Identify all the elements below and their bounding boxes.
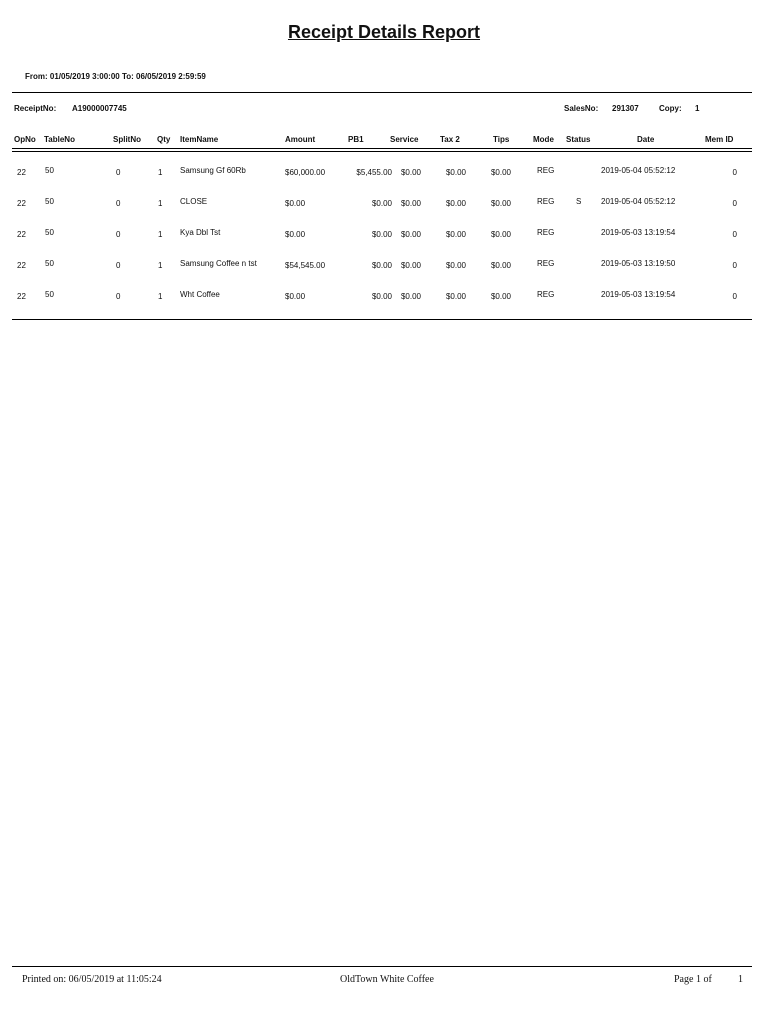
cell-tips: $0.00 — [490, 199, 511, 208]
cell-amount: $0.00 — [285, 292, 306, 301]
column-header-tips: Tips — [493, 135, 510, 144]
column-header-amount: Amount — [285, 135, 316, 144]
table-row — [0, 284, 768, 315]
cell-mem-id: 0 — [732, 292, 737, 301]
table-row — [0, 160, 768, 191]
cell-pb1: $0.00 — [371, 292, 392, 301]
header-rule — [12, 148, 752, 149]
cell-tax-2: $0.00 — [445, 168, 466, 177]
cell-date: 2019-05-04 05:52:12 — [601, 197, 676, 206]
cell-tableno: 50 — [45, 259, 54, 268]
printed-on: Printed on: 06/05/2019 at 11:05:24 — [22, 974, 162, 985]
copy-value: 1 — [695, 104, 700, 113]
column-header-opno: OpNo — [14, 135, 36, 144]
cell-date: 2019-05-03 13:19:54 — [601, 228, 676, 237]
cell-mode: REG — [537, 259, 555, 268]
cell-mem-id: 0 — [732, 168, 737, 177]
copy-label: Copy: — [659, 104, 682, 113]
column-header-date: Date — [637, 135, 655, 144]
cell-splitno: 0 — [116, 261, 121, 270]
table-row — [0, 253, 768, 284]
cell-tax-2: $0.00 — [445, 261, 466, 270]
cell-mode: REG — [537, 197, 555, 206]
column-header-qty: Qty — [157, 135, 171, 144]
table-row — [0, 222, 768, 253]
cell-pb1: $0.00 — [371, 199, 392, 208]
bottom-divider — [12, 319, 752, 320]
cell-itemname: Kya Dbl Tst — [180, 228, 221, 237]
cell-mem-id: 0 — [732, 230, 737, 239]
cell-qty: 1 — [158, 292, 163, 301]
column-header-mode: Mode — [533, 135, 554, 144]
cell-tips: $0.00 — [490, 292, 511, 301]
cell-tax-2: $0.00 — [445, 292, 466, 301]
receipt-no-value: A19000007745 — [72, 104, 127, 113]
cell-itemname: CLOSE — [180, 197, 208, 206]
cell-pb1: $0.00 — [371, 261, 392, 270]
column-header-tableno: TableNo — [44, 135, 75, 144]
cell-splitno: 0 — [116, 199, 121, 208]
header-rule — [12, 151, 752, 152]
cell-amount: $0.00 — [285, 230, 306, 239]
column-header-tax-2: Tax 2 — [440, 135, 460, 144]
cell-splitno: 0 — [116, 230, 121, 239]
cell-status: S — [576, 197, 582, 206]
column-header-mem-id: Mem ID — [705, 135, 734, 144]
cell-service: $0.00 — [400, 292, 421, 301]
footer-rule — [12, 966, 752, 967]
cell-mem-id: 0 — [732, 199, 737, 208]
cell-date: 2019-05-03 13:19:54 — [601, 290, 676, 299]
cell-service: $0.00 — [400, 230, 421, 239]
sales-no-value: 291307 — [612, 104, 639, 113]
column-header-itemname: ItemName — [180, 135, 219, 144]
sales-no-label: SalesNo: — [564, 104, 599, 113]
cell-opno: 22 — [17, 168, 26, 177]
column-header-pb1: PB1 — [348, 135, 364, 144]
cell-pb1: $0.00 — [371, 230, 392, 239]
cell-opno: 22 — [17, 261, 26, 270]
report-title: Receipt Details Report — [287, 22, 481, 42]
cell-amount: $60,000.00 — [285, 168, 326, 177]
column-header-splitno: SplitNo — [113, 135, 141, 144]
cell-tips: $0.00 — [490, 261, 511, 270]
cell-tableno: 50 — [45, 197, 54, 206]
column-header-status: Status — [566, 135, 591, 144]
cell-splitno: 0 — [116, 292, 121, 301]
cell-service: $0.00 — [400, 168, 421, 177]
cell-opno: 22 — [17, 230, 26, 239]
cell-mode: REG — [537, 228, 555, 237]
cell-mode: REG — [537, 166, 555, 175]
cell-tips: $0.00 — [490, 230, 511, 239]
cell-tableno: 50 — [45, 228, 54, 237]
table-row — [0, 191, 768, 222]
page-total: 1 — [738, 974, 743, 985]
cell-opno: 22 — [17, 292, 26, 301]
cell-date: 2019-05-04 05:52:12 — [601, 166, 676, 175]
cell-opno: 22 — [17, 199, 26, 208]
top-divider — [12, 92, 752, 93]
cell-service: $0.00 — [400, 261, 421, 270]
company-name: OldTown White Coffee — [340, 974, 434, 985]
cell-service: $0.00 — [400, 199, 421, 208]
date-range: From: 01/05/2019 3:00:00 To: 06/05/2019 2:59:59 — [25, 72, 206, 81]
cell-tableno: 50 — [45, 290, 54, 299]
cell-tips: $0.00 — [490, 168, 511, 177]
cell-tax-2: $0.00 — [445, 199, 466, 208]
cell-itemname: Wht Coffee — [180, 290, 220, 299]
cell-mem-id: 0 — [732, 261, 737, 270]
cell-pb1: $5,455.00 — [356, 168, 392, 177]
cell-tableno: 50 — [45, 166, 54, 175]
cell-date: 2019-05-03 13:19:50 — [601, 259, 676, 268]
cell-amount: $54,545.00 — [285, 261, 326, 270]
cell-itemname: Samsung Gf 60Rb — [180, 166, 246, 175]
cell-qty: 1 — [158, 199, 163, 208]
cell-splitno: 0 — [116, 168, 121, 177]
cell-qty: 1 — [158, 261, 163, 270]
cell-qty: 1 — [158, 168, 163, 177]
page-label: Page 1 of — [674, 974, 712, 985]
cell-itemname: Samsung Coffee n tst — [180, 259, 257, 268]
cell-qty: 1 — [158, 230, 163, 239]
cell-mode: REG — [537, 290, 555, 299]
column-header-service: Service — [390, 135, 419, 144]
cell-tax-2: $0.00 — [445, 230, 466, 239]
receipt-no-label: ReceiptNo: — [14, 104, 57, 113]
cell-amount: $0.00 — [285, 199, 306, 208]
